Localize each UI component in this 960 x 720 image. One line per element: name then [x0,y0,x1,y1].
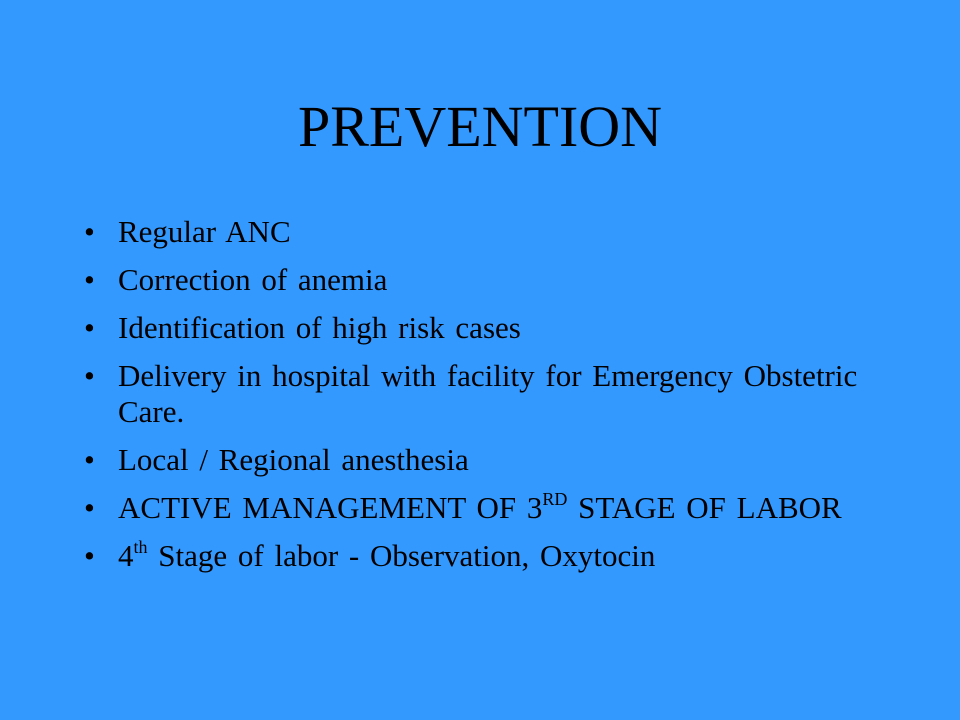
bullet-dot-icon: • [84,538,95,573]
bullet-item-regular-anc [84,214,904,250]
bullet-dot-icon: • [84,358,95,393]
bullet-text: Local / Regional anesthesia [118,442,469,477]
bullet-dot-icon: • [84,442,95,477]
bullet-text-rest: STAGE OF LABOR [567,490,842,525]
bullet-text [118,538,655,573]
bullet-dot-icon: • [84,490,95,525]
bullet-item-active-management [84,490,904,526]
bullet-text-rest: Stage of labor - Observation, Oxytocin [147,538,656,573]
bullet-text-main: ACTIVE MANAGEMENT OF 3 [118,490,543,525]
bullet-text: Correction of anemia [118,262,388,297]
bullet-text: Identification of high risk cases [118,310,521,345]
bullet-text [118,490,842,525]
bullet-item-high-risk-cases [84,310,904,346]
ordinal-superscript: th [133,537,148,557]
bullet-text-main: 4 [118,538,134,573]
bullet-item-anesthesia [84,442,904,478]
bullet-dot-icon: • [84,262,95,297]
slide-title: PREVENTION [297,94,663,159]
bullet-text: Regular ANC [118,214,291,249]
bullet-item-correction-of-anemia [84,262,904,298]
bullet-item-hospital-delivery [84,358,904,430]
bullet-dot-icon: • [84,214,95,249]
bullet-item-fourth-stage [84,538,904,574]
bullet-list [84,214,904,586]
bullet-text: Delivery in hospital with facility for Emergency Obstetric Care. [118,358,858,429]
ordinal-superscript: RD [542,489,568,509]
bullet-dot-icon: • [84,310,95,345]
